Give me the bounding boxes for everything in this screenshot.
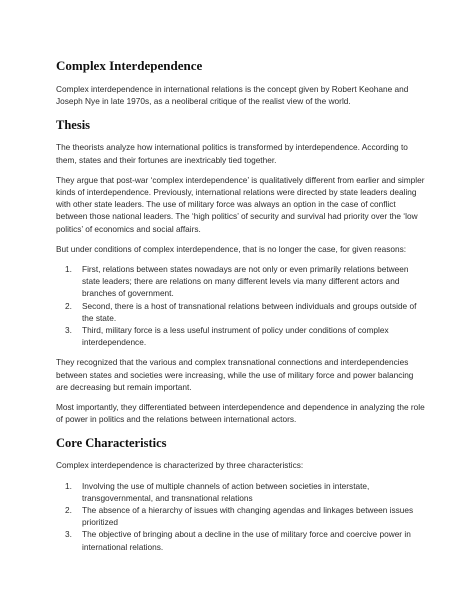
list-number: 3. [65, 529, 72, 540]
section-heading-core-characteristics: Core Characteristics [56, 436, 167, 451]
list-item [56, 300, 426, 324]
list-number: 2. [65, 300, 72, 311]
thesis-paragraph-4: They recognized that the various and complex transnational connections and interdependencies between states and societies were increasing, while the use of military force and power balancing are decreasing but remain important. [56, 357, 414, 392]
list-item [56, 263, 426, 300]
thesis-paragraph-5: Most importantly, they differentiated between interdependence and dependence in analyzing the role of power in politics and the relations between international actors. [56, 402, 425, 425]
list-number: 1. [65, 480, 72, 491]
list-item-text: Involving the use of multiple channels of action between societies in interstate, transgovernmental, and transnational relations [82, 480, 370, 503]
list-item-text: First, relations between states nowadays are not only or even primarily relations between state leaders; there are relations on many different levels via many different actors and branches of government. [82, 264, 409, 299]
list-item [56, 324, 426, 348]
thesis-paragraph-3: But under conditions of complex interdependence, that is no longer the case, for given reasons: [56, 243, 407, 254]
list-item-text: Third, military force is a less useful instrument of policy under conditions of complex interdependence. [82, 325, 389, 348]
page-title: Complex Interdependence [56, 58, 203, 73]
document-page [56, 58, 426, 561]
reasons-list [56, 263, 426, 348]
section-heading-thesis: Thesis [56, 118, 91, 133]
intro-paragraph: Complex interdependence in international relations is the concept given by Robert Keohane and Joseph Nye in late 1970s, as a neoliberal critique of the realist view of the world. [56, 84, 409, 107]
list-item-text: The objective of bringing about a decline in the use of military force and coercive power in international relations. [82, 529, 411, 552]
thesis-paragraph-1: The theorists analyze how international politics is transformed by interdependence. According to them, states and their fortunes are inextricably tied together. [56, 142, 408, 165]
list-item-text: Second, there is a host of transnational relations between individuals and groups outside of the state. [82, 300, 417, 323]
list-number: 2. [65, 505, 72, 516]
list-number: 3. [65, 325, 72, 336]
list-number: 1. [65, 264, 72, 275]
list-item [56, 504, 426, 528]
core-paragraph-1: Complex interdependence is characterized by three characteristics: [56, 460, 304, 471]
thesis-paragraph-2: They argue that post-war ‘complex interdependence’ is qualitatively different from earlier and simpler kinds of interdependence. Previously, international relations were directed by state leaders dealing with other state leaders. The use of military force was always an option in the case of conflict between those national leaders. The ‘high politics’ of security and survival had priority over the ‘low politics’ of economics and social affairs. [56, 174, 425, 234]
list-item [56, 528, 426, 552]
list-item [56, 480, 426, 504]
list-item-text: The absence of a hierarchy of issues with changing agendas and linkages between issues prioritized [82, 505, 414, 528]
characteristics-list [56, 480, 426, 553]
